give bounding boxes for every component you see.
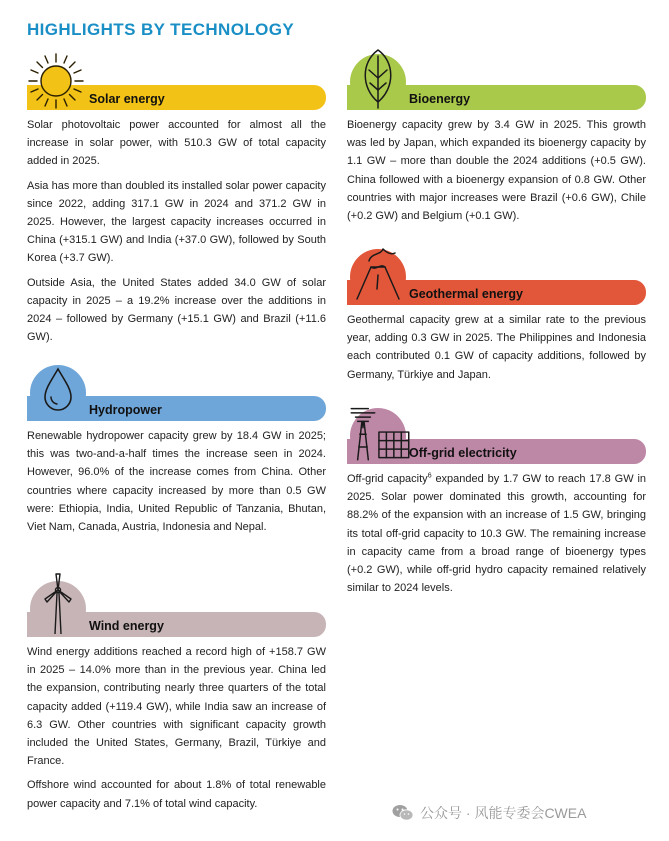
leaf-icon — [347, 48, 409, 110]
watermark — [392, 803, 586, 823]
sun-icon — [25, 50, 87, 112]
solar-paragraph-1: Solar photovoltaic power accounted for almost all the increase in solar power, with 510.3 GW of total capacity added in 2025. — [27, 119, 326, 168]
bio-header — [347, 52, 646, 110]
hydro-section — [27, 363, 326, 542]
geo-title: Geothermal energy — [409, 287, 523, 301]
hydro-paragraph-1: Renewable hydropower capacity grew by 18.4 GW in 2025; this was two-and-a-half times the increase seen in 2024. However, 96.0% of the increase comes from China. Other countries where capacity increased by more than 0.5 GW were: Ethiopia, India, United Republic of Tanzania, Bhutan, Viet Nam, Canada, Austria, Indonesia and Nepal. — [27, 430, 326, 534]
geo-section — [347, 247, 646, 390]
geo-header — [347, 247, 646, 305]
solar-paragraph-3: Outside Asia, the United States added 34.0 GW of solar capacity in 2025 – a 19.2% increase over the additions in 2024 – followed by Germany (+15.1 GW) and Brazil (+11.6 GW). — [27, 276, 326, 344]
wind-turbine-icon — [27, 569, 89, 637]
solar-paragraph-2: Asia has more than doubled its installed solar power capacity since 2022, adding 317.1 GW in 2024 and 371.2 GW in 2025. However, the largest capacity increases occurred in China (+315.1 GW) and India (+37.0 GW), followed by South Korea (+3.7 GW). — [27, 179, 326, 265]
bio-paragraph-1: Bioenergy capacity grew by 3.4 GW in 2025. This growth was led by Japan, which expanded its bioenergy capacity by 1.1 GW – more than double the 2024 additions (+0.5 GW). China followed with a bioenergy expansion of 0.8 GW. Other countries with major increases were Brazil (+0.6 GW), Chile (+0.2 GW) and Belgium (+0.1 GW). — [347, 119, 646, 223]
offgrid-section — [347, 406, 646, 603]
page-title: HIGHLIGHTS BY TECHNOLOGY — [27, 20, 295, 39]
bio-title: Bioenergy — [409, 92, 471, 106]
water-drop-icon — [27, 359, 89, 421]
wind-paragraph-2: Offshore wind accounted for about 1.8% of total renewable power capacity and 7.1% of total wind capacity. — [27, 779, 326, 810]
offgrid-icon — [347, 398, 413, 464]
geo-paragraph-1: Geothermal capacity grew at a similar rate to the previous year, adding 0.3 GW in 2025. The Philippines and Indonesia each contributed 0.1 GW of capacity additions, followed by Germany, Türkiye and Japan. — [347, 314, 646, 381]
wind-paragraph-1: Wind energy additions reached a record high of +158.7 GW in 2025 – 14.0% more than in the previous year. China led the expansion, contributing nearly three quarters of the total capacity added (+119.4 GW), while India saw an increase of 6.3 GW. Other countries with significant capacity growth included the United States, Germany, Brazil, Türkiye and France. — [27, 646, 326, 768]
offgrid-lead: Off-grid capacity — [347, 473, 428, 485]
footnote-marker[interactable]: 6 — [427, 472, 432, 480]
solar-title: Solar energy — [89, 92, 165, 106]
bio-section — [347, 52, 646, 231]
offgrid-header — [347, 406, 646, 464]
offgrid-title: Off-grid electricity — [409, 446, 517, 460]
solar-section — [27, 52, 326, 352]
wechat-icon — [392, 804, 414, 822]
volcano-icon — [347, 243, 409, 305]
wind-section — [27, 579, 326, 819]
offgrid-body: expanded by 1.7 GW to reach 17.8 GW in 2025. Solar power dominated this growth, accounting for 88.2% of the expansion with an increase of 1.5 GW, bringing its total off-grid capacity to 10.3 GW. The remaining increase in capacity came from a broad range of bioenergy types (+0.2 GW), while off-grid hydro capacity remained relatively similar to 2024 levels. — [347, 473, 646, 595]
wind-title: Wind energy — [89, 619, 164, 633]
wind-header — [27, 579, 326, 637]
hydro-header — [27, 363, 326, 421]
watermark-text: 公众号 · 风能专委会CWEA — [420, 805, 587, 821]
hydro-title: Hydropower — [89, 403, 162, 417]
offgrid-paragraph-1 — [347, 470, 646, 597]
solar-header — [27, 52, 326, 110]
